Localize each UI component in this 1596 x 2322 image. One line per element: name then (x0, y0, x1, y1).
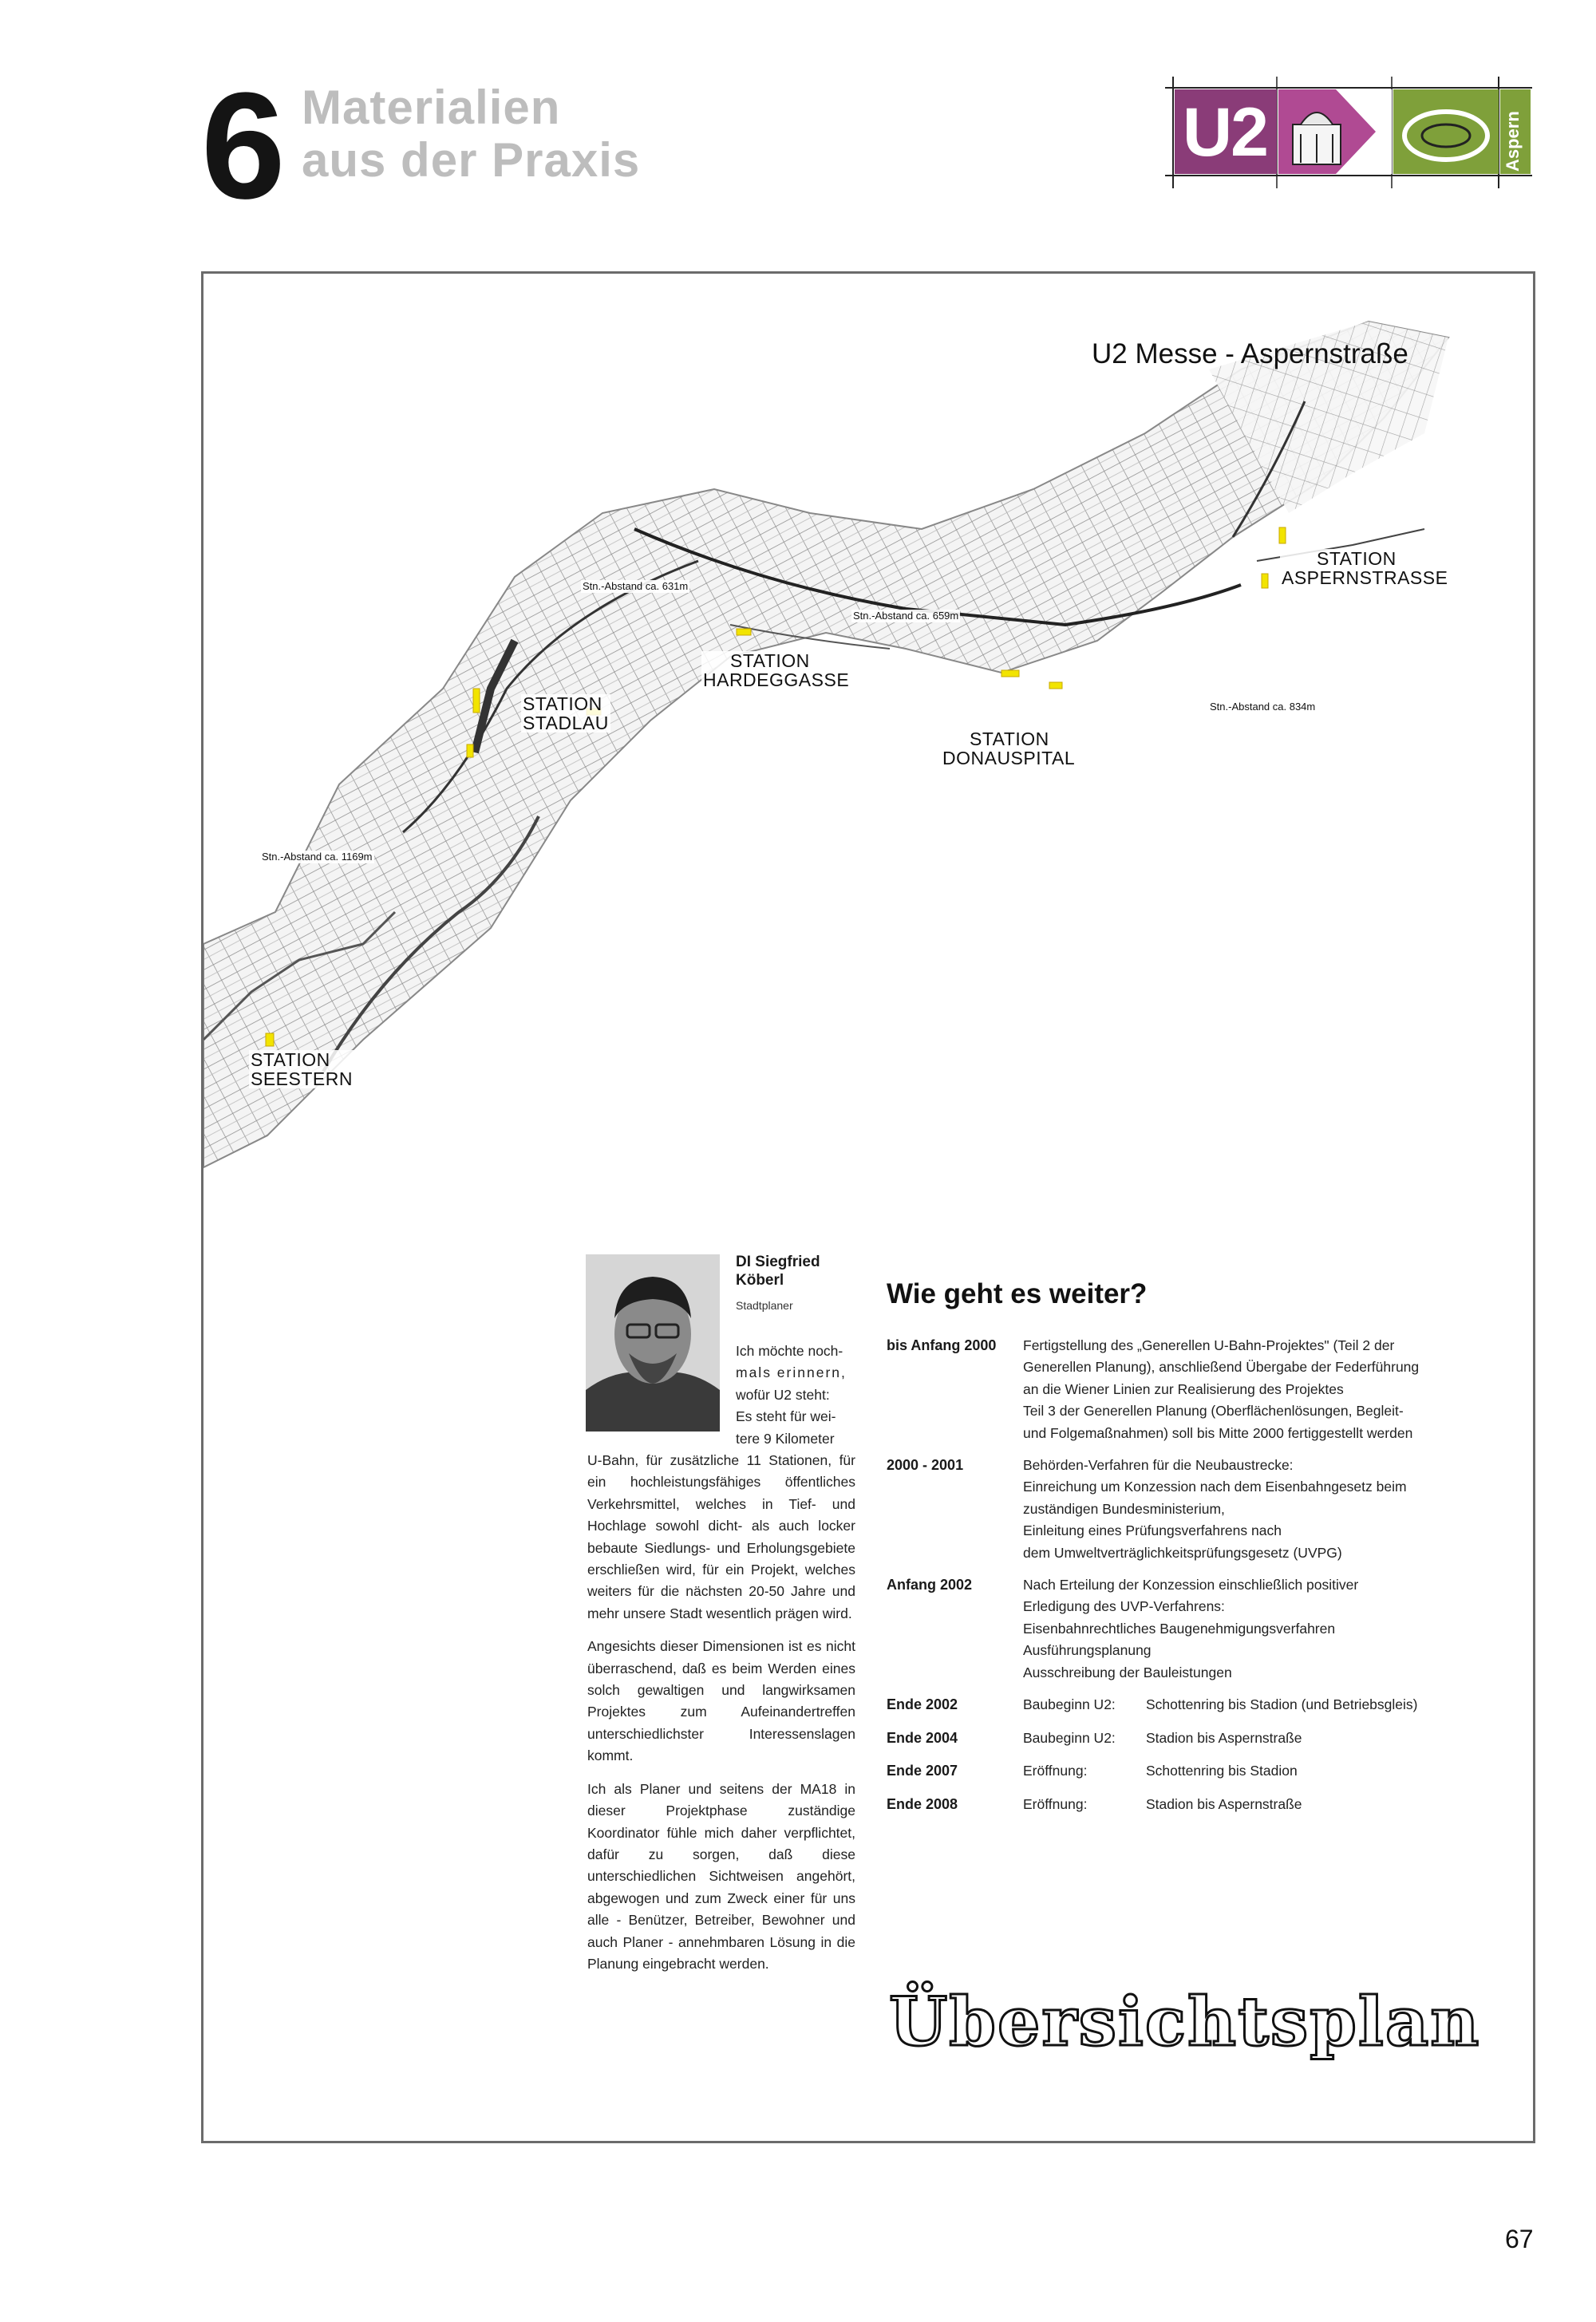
schedule-label: Baubeginn U2: (1023, 1730, 1116, 1746)
schedule-date: 2000 - 2001 (887, 1457, 964, 1473)
intro-text: Ich möchte noch- mals erinnern, wofür U2 steht: Es steht für wei- tere 9 Kilometer (736, 1343, 847, 1447)
schedule-label: Eröffnung: (1023, 1763, 1088, 1779)
person-role: Stadtplaner (736, 1299, 793, 1312)
schedule-date: Ende 2004 (887, 1730, 958, 1746)
schedule-description: Nach Erteilung der Konzession einschließlich positiver Erledigung des UVP-Verfahrens: Eisenbahnrechtliches Baugenehmigungsverfahren Ausführungsplanung Ausschreibung der Bauleistungen (1023, 1577, 1359, 1680)
schedule-description: Behörden-Verfahren für die Neubaustrecke: Einreichung um Konzession nach dem Eisenbahngesetz beim zuständigen Bundesministerium, Einleitung eines Prüfungsverfahrens nach dem Umweltverträglichkeitsprüfungsgesetz (UVPG) (1023, 1457, 1407, 1561)
chapter-title-line1: Materialien (302, 81, 561, 134)
portrait-photo (586, 1254, 720, 1432)
schedule-date: Anfang 2002 (887, 1577, 973, 1593)
schedule-value: Stadion bis Aspernstraße (1146, 1730, 1302, 1746)
chapter-title (302, 81, 640, 187)
schedule-date: Ende 2008 (887, 1796, 958, 1812)
distance-label: Stn.-Abstand ca. 659m (853, 610, 959, 622)
schedule-date: bis Anfang 2000 (887, 1337, 997, 1353)
chapter-number: 6 (201, 61, 286, 231)
schedule-label: Baubeginn U2: (1023, 1696, 1116, 1712)
logo-text: U2 (1183, 94, 1267, 171)
statement-paragraph: Ich als Planer und seitens der MA18 in dieser Projektphase zuständige Koordinator fühle mich daher verpflichtet, dafür zu sorgen, daß diese unterschiedlichen Sichtweisen angehört, abgewogen und zum Zweck einer für uns alle - Benützer, Betreiber, Bewohner und auch Planer - annehmbaren Lösung in die Planung eingebracht werden. (587, 1780, 855, 1972)
statement-paragraph: Angesichts dieser Dimensionen ist es nicht überraschend, daß es beim Werden eines solch gewaltigen und langwirksamen Projektes zum Aufeinandertreffen unterschiedlichster Interessenslagen kommt. (587, 1638, 855, 1764)
schedule-value: Schottenring bis Stadion (und Betriebsgleis) (1146, 1696, 1418, 1712)
u2-aspern-logo (1165, 77, 1532, 188)
distance-label: Stn.-Abstand ca. 1169m (262, 851, 373, 863)
schedule-title: Wie geht es weiter? (887, 1278, 1148, 1309)
station-hardeggasse: STATION HARDEGGASSE (703, 650, 850, 690)
station-seestern: STATION SEESTERN (251, 1049, 353, 1089)
schedule-date: Ende 2007 (887, 1763, 958, 1779)
station-aspernstrasse: STATION ASPERNSTRASSE (1282, 548, 1448, 588)
person-name: DI Siegfried Köberl (736, 1254, 820, 1289)
station-donauspital: STATION DONAUSPITAL (942, 729, 1076, 768)
page-number: 67 (1505, 2225, 1534, 2253)
chapter-title-line2: aus der Praxis (302, 133, 641, 187)
distance-label: Stn.-Abstand ca. 834m (1210, 701, 1316, 713)
schedule-value: Schottenring bis Stadion (1146, 1763, 1298, 1779)
statement-paragraph: U-Bahn, für zusätzliche 11 Stationen, für ein hochleistungsfähiges öffentliches Verkehrsmittel, welches in Tief- und Hochlage sowohl dicht- als auch locker bebaute Siedlungs- und Erholungsgebiete erschließen wird, für ein Projekt, welches weiters für die nächsten 20-50 Jahre und mehr unsere Stadt wesentlich prägen wird. (587, 1452, 855, 1621)
logo-side-text: Aspern (1503, 111, 1523, 172)
distance-label: Stn.-Abstand ca. 631m (583, 580, 689, 592)
schedule-description: Fertigstellung des „Generellen U-Bahn-Projektes" (Teil 2 der Generellen Planung), anschließend Übergabe der Federführung an die Wiener Linien zur Realisierung des Projektes Teil 3 der Generellen Planung (Oberflächenlösungen, Begleit- und Folgemaßnahmen) soll bis Mitte 2000 fertiggestellt werden (1023, 1337, 1420, 1441)
statement-text (587, 1450, 855, 1986)
schedule-label: Eröffnung: (1023, 1796, 1088, 1812)
schedule-value: Stadion bis Aspernstraße (1146, 1796, 1302, 1812)
station-stadlau: STATION STADLAU (523, 693, 609, 733)
map-title: U2 Messe - Aspernstraße (1092, 338, 1408, 369)
overview-plan-title: Übersichtsplan (889, 1982, 1481, 2061)
schedule-date: Ende 2002 (887, 1696, 958, 1712)
map-graphic (203, 274, 1533, 1231)
